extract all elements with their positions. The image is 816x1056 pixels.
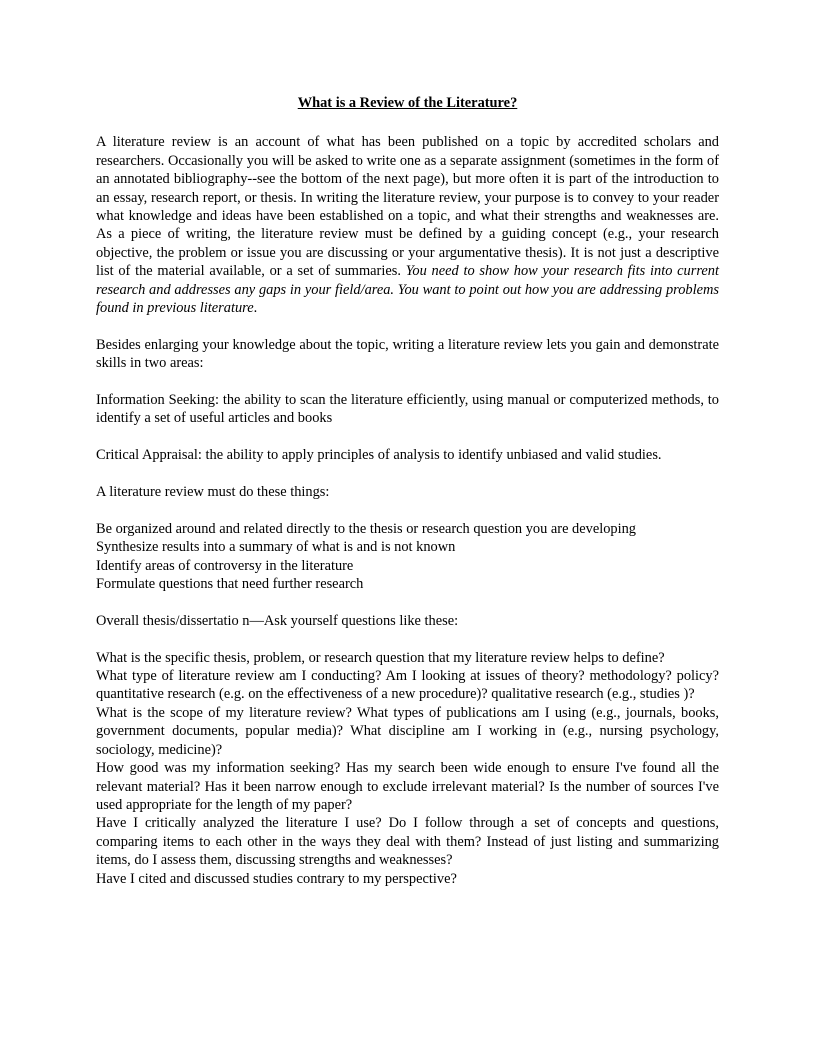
question-item: Have I cited and discussed studies contrary to my perspective?: [96, 870, 457, 887]
list-item: Formulate questions that need further research: [96, 576, 364, 593]
question-item: What is the scope of my literature review? What types of publications am I using (e.g., journals, books, government documents, popular media)? What discipline am I working in (e.g., nursing psychology, sociology, medicine)?: [96, 704, 719, 758]
question-item: Have I critically analyzed the literature I use? Do I follow through a set of concepts and questions, comparing items to each other in the ways they deal with them? Instead of just listing and summarizing items, do I assess them, discussing strengths and weaknesses?: [96, 815, 719, 869]
spacer: [96, 428, 719, 446]
intro-end: .: [253, 300, 258, 317]
spacer: [96, 465, 719, 483]
list-item: Identify areas of controversy in the literature: [96, 557, 354, 574]
page-title: What is a Review of the Literature?: [297, 95, 518, 111]
list-item: Synthesize results into a summary of what is and is not known: [96, 539, 456, 556]
must-do-list: [96, 520, 719, 594]
spacer: [96, 593, 719, 611]
question-item: How good was my information seeking? Has my search been wide enough to ensure I've found all the relevant material? Has it been narrow enough to exclude irrelevant material? Is the number of sources I've used appropriate for the length of my paper?: [96, 760, 719, 813]
besides-paragraph: Besides enlarging your knowledge about the topic, writing a literature review lets you gain and demonstrate skills in two areas:: [96, 336, 719, 372]
question-item: What is the specific thesis, problem, or research question that my literature review helps to define?: [96, 649, 665, 666]
information-seeking-paragraph: Information Seeking: the ability to scan the literature efficiently, using manual or computerized methods, to identify a set of useful articles and books: [96, 392, 719, 427]
spacer: [96, 501, 719, 519]
document-page: [96, 94, 719, 888]
intro-paragraph: [96, 133, 719, 317]
must-do-heading: A literature review must do these things:: [96, 484, 330, 501]
overall-heading: Overall thesis/dissertatio n—Ask yourself questions like these:: [96, 612, 459, 629]
spacer: [96, 630, 719, 648]
spacer: [96, 373, 719, 391]
intro-emphasis-text: You need to show how your research fits into current research and addresses any gaps in your field/area. You want to point out how you are addressing problems found in previous literature: [96, 263, 719, 317]
questions-list: [96, 649, 719, 888]
list-item: Be organized around and related directly to the thesis or research question you are developing: [96, 520, 636, 537]
intro-text: A literature review is an account of what has been published on a topic by accredited scholars and researchers. Occasionally you will be asked to write one as a separate assignment (sometimes in the form of an annotated bibliography--see the bottom of the next page), but more often it is part of the introduction to an essay, research report, or thesis. In writing the literature review, your purpose is to convey to your reader what knowledge and ideas have been established on a topic, and what their strengths and weaknesses are. As a piece of writing, the literature review must be defined by a guiding concept (e.g., your research objective, the problem or issue you are discussing or your argumentative thesis). It is not just a descriptive list of the material available, or a set of summaries.: [96, 134, 719, 280]
critical-appraisal-paragraph: Critical Appraisal: the ability to apply principles of analysis to identify unbiased and valid studies.: [96, 447, 662, 464]
question-item: What type of literature review am I conducting? Am I looking at issues of theory? methodology? policy? quantitative research (e.g. on the effectiveness of a new procedure)? qualitative research (e.g., studies )?: [96, 668, 719, 703]
spacer: [96, 317, 719, 335]
